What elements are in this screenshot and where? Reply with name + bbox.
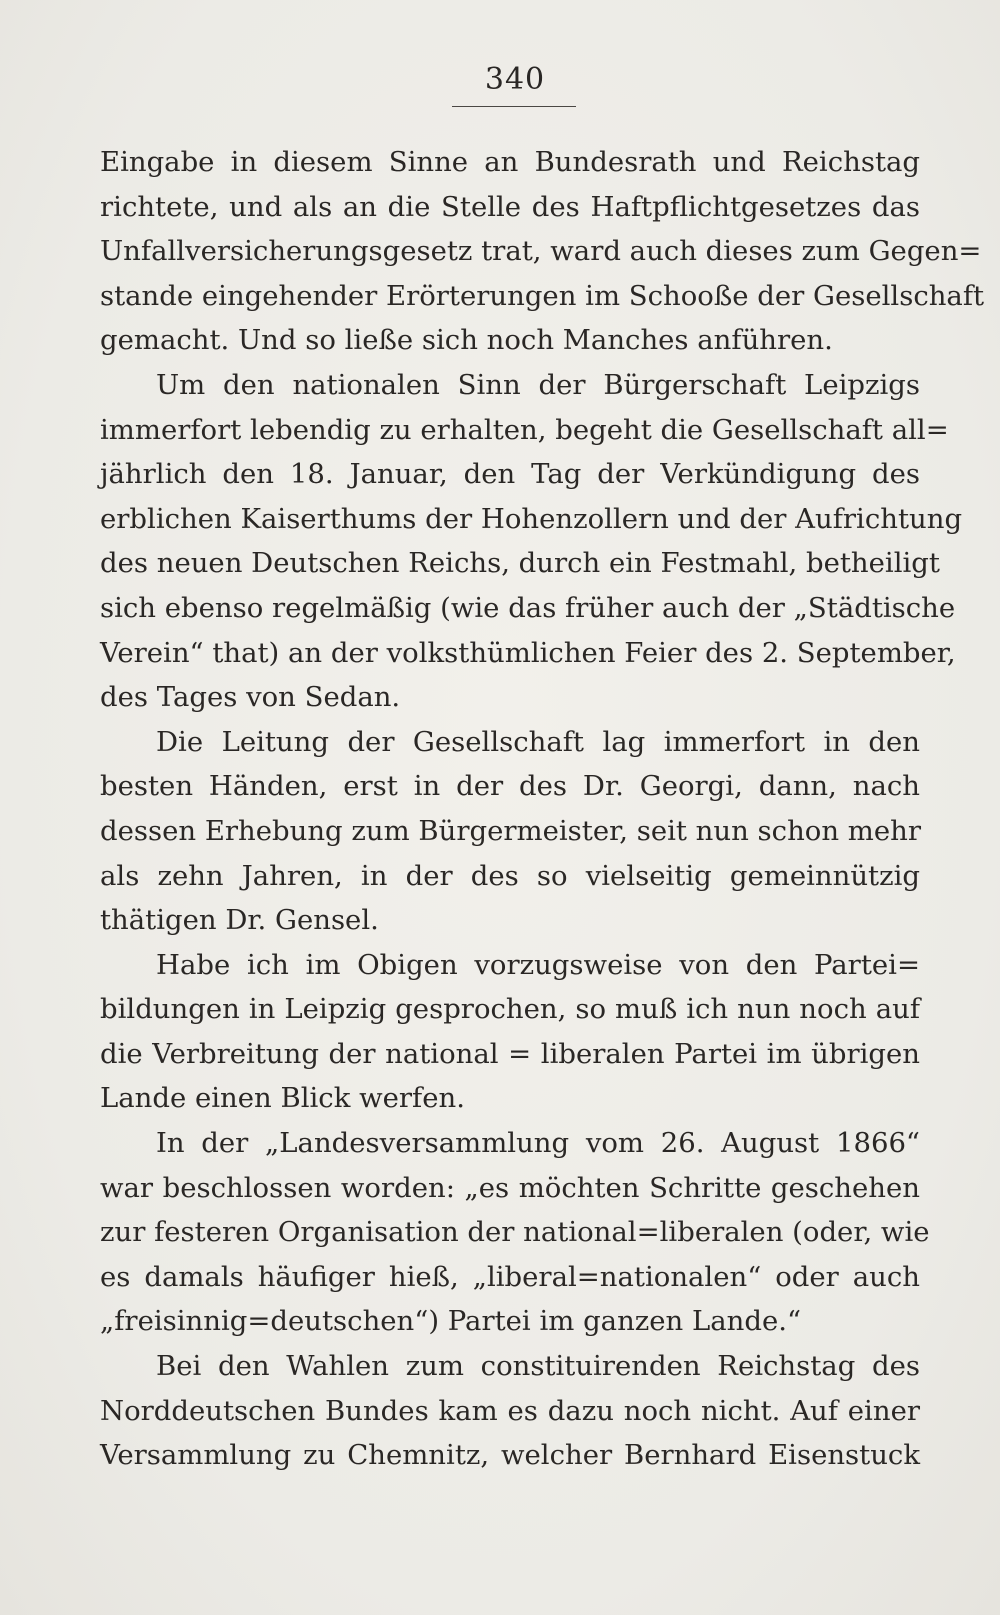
text-line: war beschlossen worden: „es möchten Schritte geschehen bbox=[100, 1171, 920, 1204]
text-line: die Verbreitung der national = liberalen Partei im übrigen bbox=[100, 1037, 920, 1070]
text-line: thätigen Dr. Gensel. bbox=[100, 904, 379, 937]
text-line: zur festeren Organisation der national=liberalen (oder, wie bbox=[100, 1216, 930, 1249]
text-line: des Tages von Sedan. bbox=[100, 681, 401, 714]
header-rule bbox=[452, 106, 576, 107]
text-line: immerfort lebendig zu erhalten, begeht die Gesellschaft all= bbox=[100, 413, 949, 446]
text-line: richtete, und als an die Stelle des Haftpflichtgesetzes das bbox=[100, 190, 920, 223]
text-line: Lande einen Blick werfen. bbox=[100, 1082, 465, 1115]
text-line: dessen Erhebung zum Bürgermeister, seit nun schon mehr bbox=[100, 814, 921, 847]
text-line: gemacht. Und so ließe sich noch Manches anführen. bbox=[100, 324, 833, 357]
text-line: Versammlung zu Chemnitz, welcher Bernhard Eisenstuck bbox=[100, 1439, 920, 1472]
body-text bbox=[100, 140, 985, 1478]
text-line: Unfallversicherungsgesetz trat, ward auch dieses zum Gegen= bbox=[100, 235, 982, 268]
text-line: als zehn Jahren, in der des so vielseitig gemeinnützig bbox=[100, 859, 920, 892]
text-line: es damals häufiger hieß, „liberal=nationalen“ oder auch bbox=[100, 1260, 920, 1293]
text-line: des neuen Deutschen Reichs, durch ein Festmahl, betheiligt bbox=[100, 547, 940, 580]
text-line: bildungen in Leipzig gesprochen, so muß ich nun noch auf bbox=[100, 993, 920, 1026]
text-line: Die Leitung der Gesellschaft lag immerfort in den bbox=[156, 725, 920, 758]
text-line: jährlich den 18. Januar, den Tag der Verkündigung des bbox=[100, 458, 920, 491]
text-line: besten Händen, erst in der des Dr. Georgi, dann, nach bbox=[100, 770, 920, 803]
text-line: Verein“ that) an der volksthümlichen Feier des 2. September, bbox=[100, 636, 956, 669]
text-line: sich ebenso regelmäßig (wie das früher auch der „Städtische bbox=[100, 591, 956, 624]
text-line: „freisinnig=deutschen“) Partei im ganzen Lande.“ bbox=[100, 1305, 802, 1338]
text-line: Norddeutschen Bundes kam es dazu noch nicht. Auf einer bbox=[100, 1394, 920, 1427]
text-line: stande eingehender Erörterungen im Schooße der Gesellschaft bbox=[100, 279, 985, 312]
page-number: 340 bbox=[484, 62, 546, 97]
text-line: Bei den Wahlen zum constituirenden Reichstag des bbox=[156, 1350, 920, 1383]
text-line: Eingabe in diesem Sinne an Bundesrath und Reichstag bbox=[100, 146, 920, 178]
text-line: In der „Landesversammlung vom 26. August 1866“ bbox=[156, 1127, 920, 1160]
text-line: Um den nationalen Sinn der Bürgerschaft Leipzigs bbox=[156, 368, 920, 401]
text-line: erblichen Kaiserthums der Hohenzollern und der Aufrichtung bbox=[100, 502, 963, 535]
text-line: Habe ich im Obigen vorzugsweise von den Partei= bbox=[156, 948, 920, 981]
